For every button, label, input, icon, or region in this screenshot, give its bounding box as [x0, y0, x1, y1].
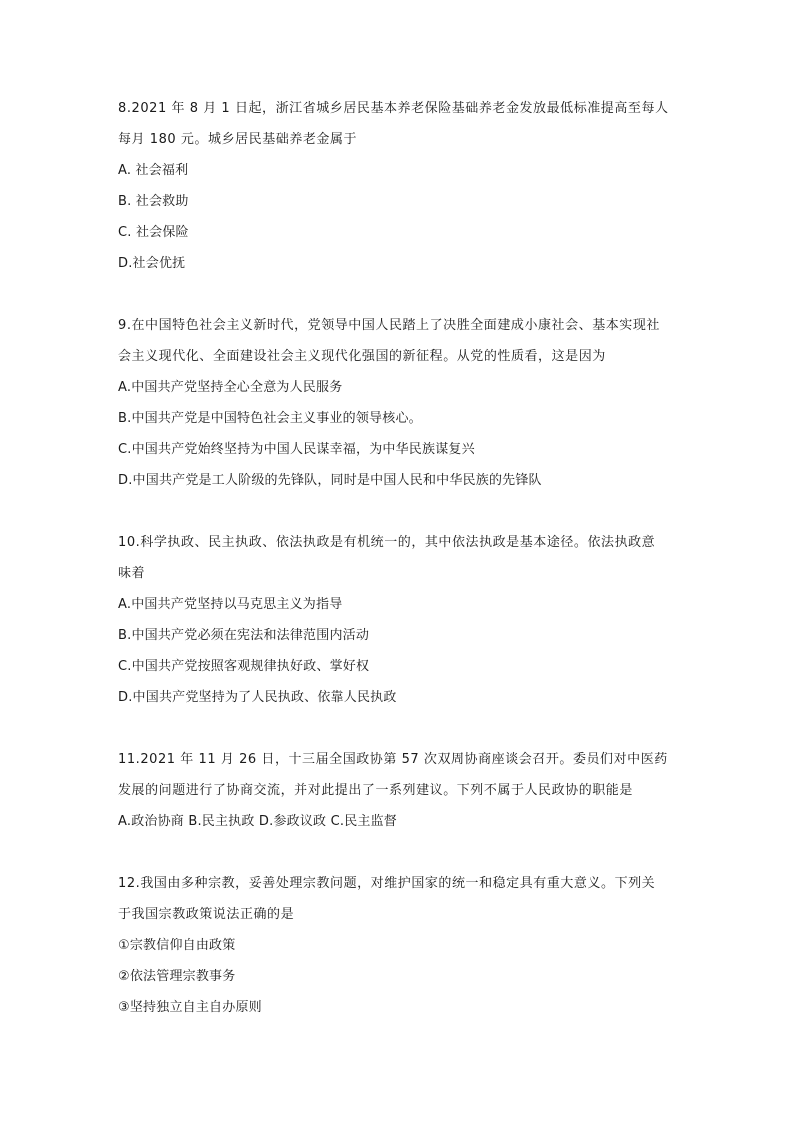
- question-9-stem-line-1: 9.在中国特色社会主义新时代，党领导中国人民踏上了决胜全面建成小康社会、基本实现社: [118, 318, 660, 333]
- question-11-options: A.政治协商 B.民主执政 D.参政议政 C.民主监督: [118, 814, 397, 829]
- question-12-item-2: ②依法管理宗教事务: [118, 969, 236, 984]
- question-9-option-d: D.中国共产党是工人阶级的先锋队，同时是中国人民和中华民族的先锋队: [118, 473, 542, 488]
- question-10-option-a: A.中国共产党坚持以马克思主义为指导: [118, 597, 343, 612]
- question-10-stem-line-2: 味着: [118, 566, 146, 581]
- question-12-stem-line-2: 于我国宗教政策说法正确的是: [118, 907, 295, 922]
- question-8-option-a: A. 社会福利: [118, 163, 189, 178]
- question-8-option-c: C. 社会保险: [118, 225, 189, 240]
- question-10-option-d: D.中国共产党坚持为了人民执政、依靠人民执政: [118, 690, 397, 705]
- question-8-option-b: B. 社会救助: [118, 194, 189, 209]
- question-12-item-3: ③坚持独立自主自办原则: [118, 1000, 262, 1015]
- question-11-stem-line-1: 11.2021 年 11 月 26 日，十三届全国政协第 57 次双周协商座谈会召开。委员们对中医药: [118, 752, 668, 767]
- question-12-stem-line-1: 12.我国由多种宗教，妥善处理宗教问题，对维护国家的统一和稳定具有重大意义。下列关: [118, 876, 656, 891]
- question-9-option-a: A.中国共产党坚持全心全意为人民服务: [118, 380, 343, 395]
- question-10-option-c: C.中国共产党按照客观规律执好政、掌好权: [118, 659, 370, 674]
- question-12-item-1: ①宗教信仰自由政策: [118, 938, 236, 953]
- question-8-stem-line-2: 每月 180 元。城乡居民基础养老金属于: [118, 132, 358, 147]
- question-9-option-c: C.中国共产党始终坚持为中国人民谋幸福，为中华民族谋复兴: [118, 442, 475, 457]
- question-8-stem-line-1: 8.2021 年 8 月 1 日起，浙江省城乡居民基本养老保险基础养老金发放最低标准提高至每人: [118, 101, 669, 116]
- question-10-option-b: B.中国共产党必须在宪法和法律范围内活动: [118, 628, 370, 643]
- question-9-stem-line-2: 会主义现代化、全面建设社会主义现代化强国的新征程。从党的性质看，这是因为: [118, 349, 606, 364]
- question-11-stem-line-2: 发展的问题进行了协商交流，并对此提出了一系列建议。下列不属于人民政协的职能是: [118, 783, 633, 798]
- question-8-option-d: D.社会优抚: [118, 256, 186, 271]
- question-9-option-b: B.中国共产党是中国特色社会主义事业的领导核心。: [118, 411, 422, 426]
- question-10-stem-line-1: 10.科学执政、民主执政、依法执政是有机统一的，其中依法执政是基本途径。依法执政意: [118, 535, 656, 550]
